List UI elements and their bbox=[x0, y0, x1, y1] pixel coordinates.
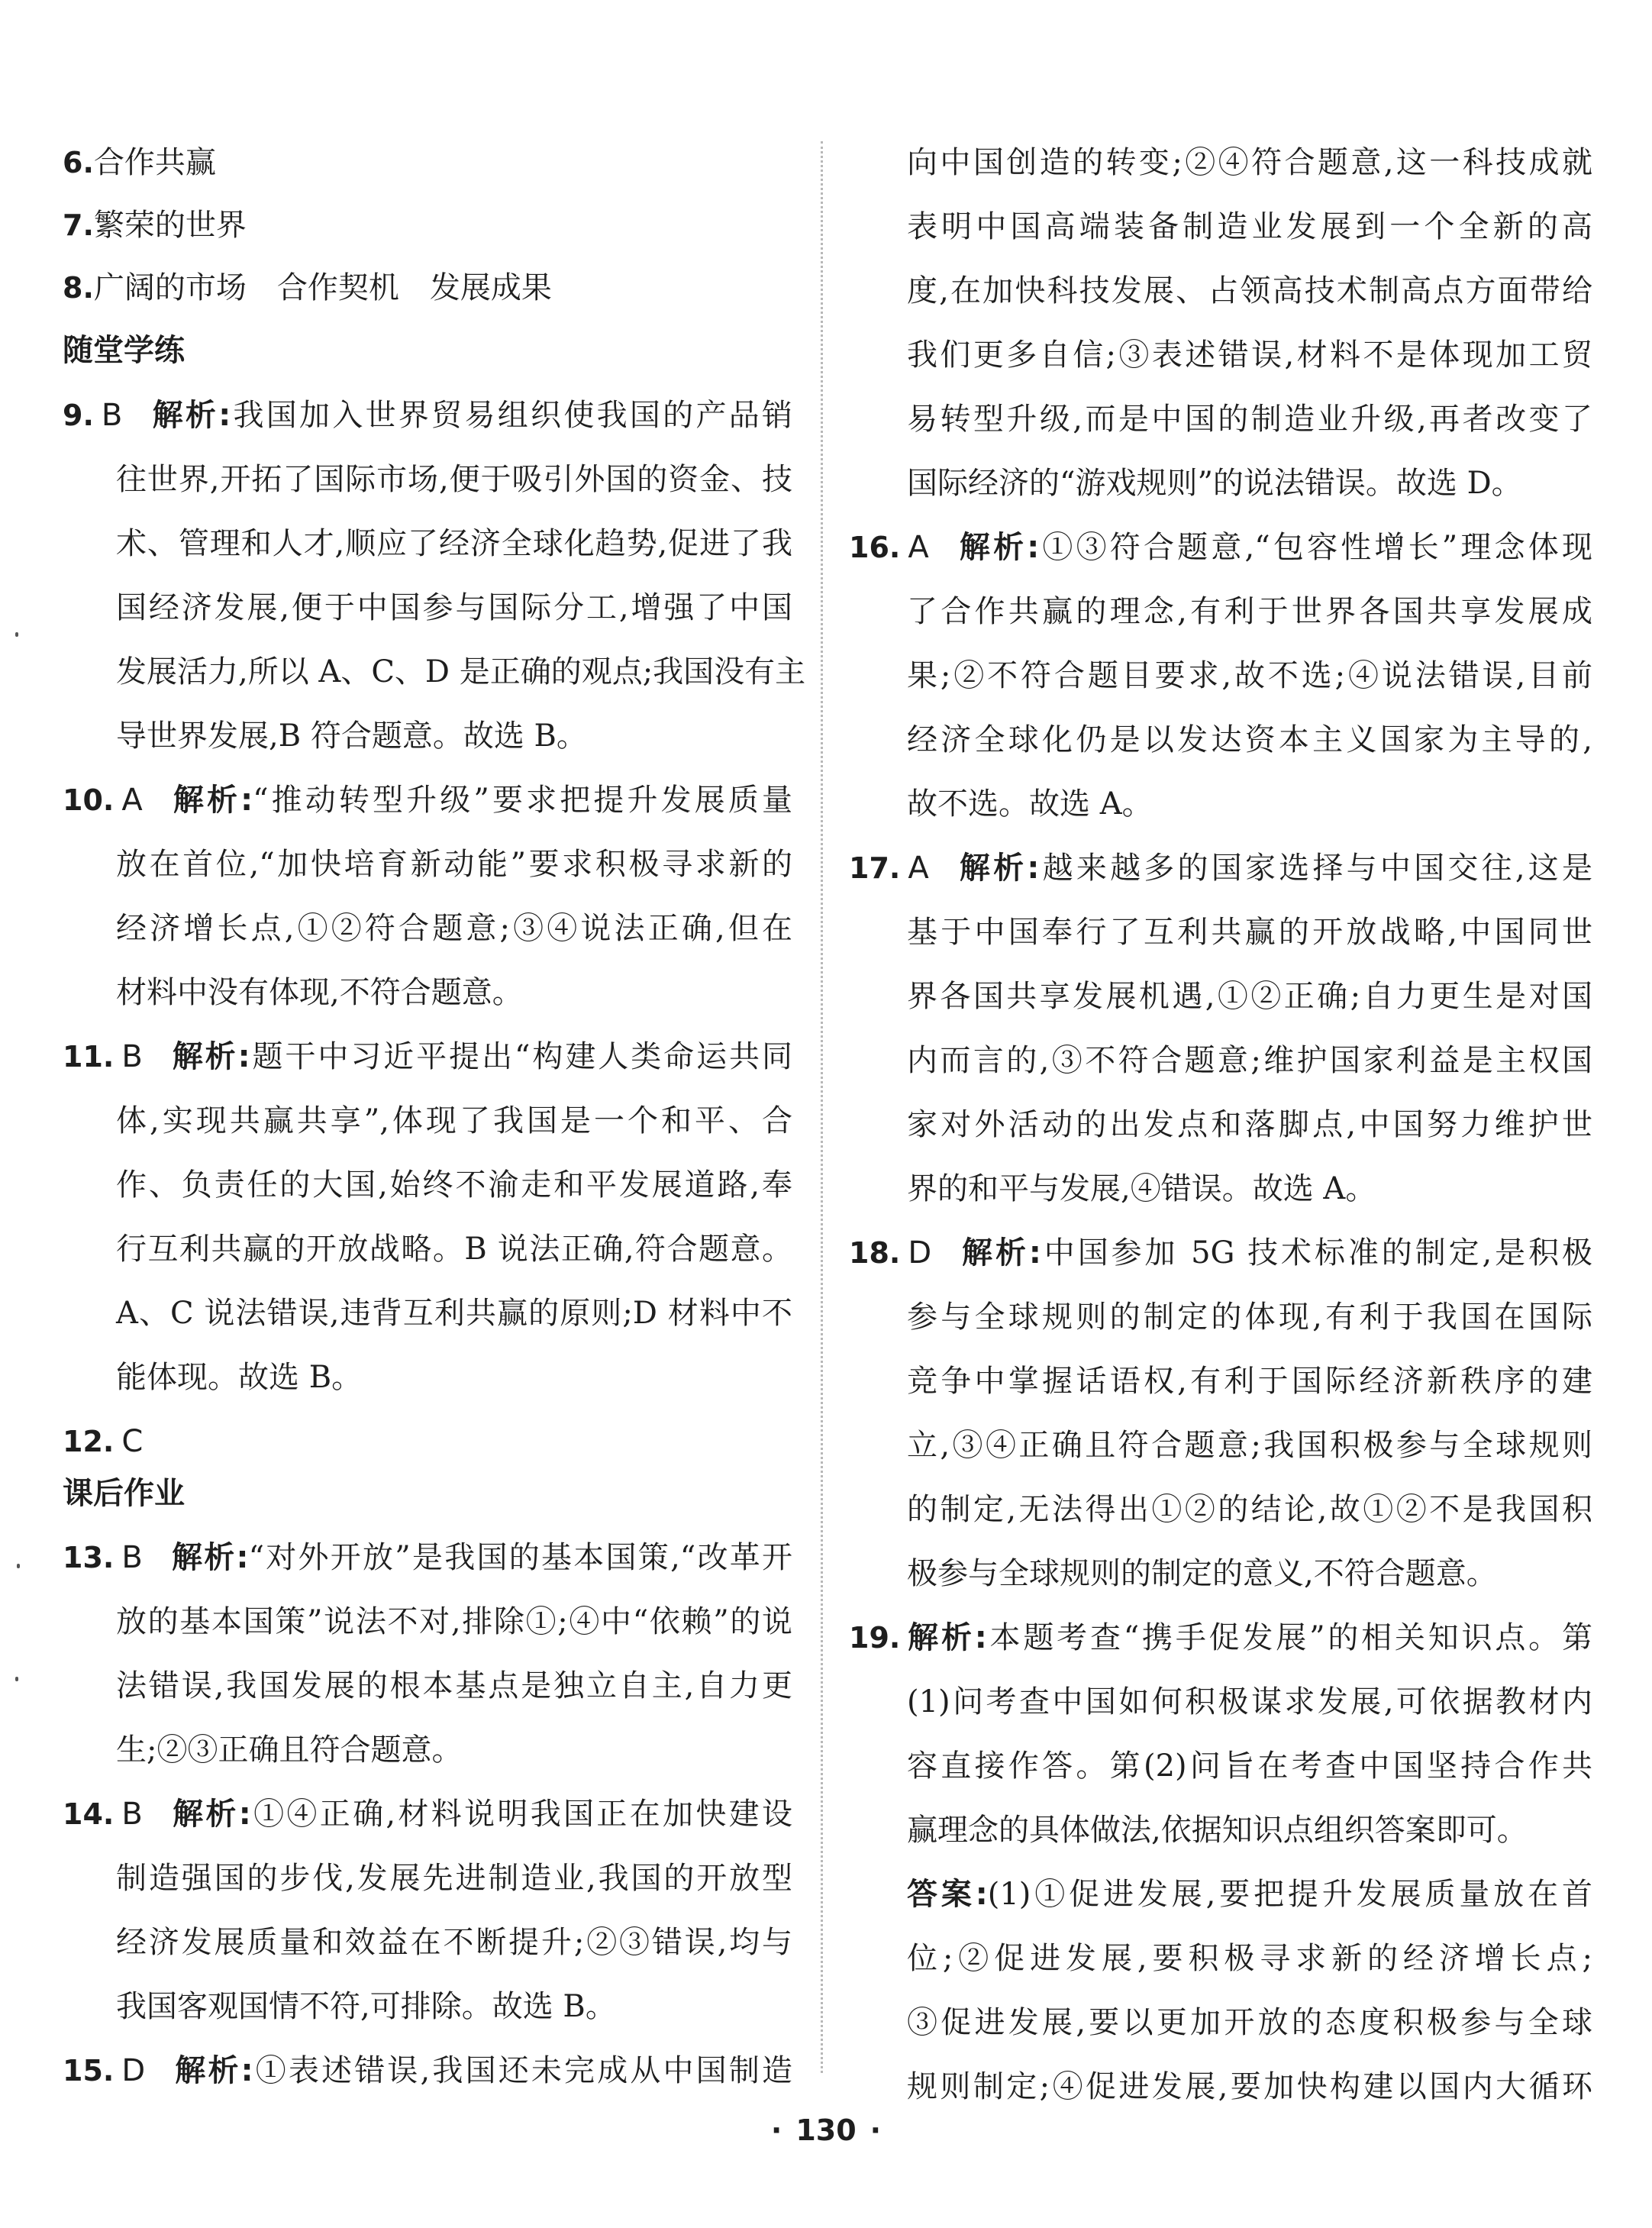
question-18: 18. D 解析:中国参加 5G 技术标准的制定,是积极 bbox=[849, 1235, 1593, 1271]
text-line: 的制定,无法得出①②的结论,故①②不是我国积 bbox=[907, 1492, 1592, 1527]
question-16: 16. A 解析:①③符合题意,“包容性增长”理念体现 bbox=[849, 530, 1592, 565]
bullet-dot: · bbox=[870, 2113, 882, 2147]
text-line: 度,在加快科技发展、占领高技术制高点方面带给 bbox=[907, 273, 1592, 308]
question-9: 9. B 解析:我国加入世界贸易组织使我国的产品销 bbox=[63, 398, 793, 433]
text-line: (1)问考查中国如何积极谋求发展,可依据教材内 bbox=[907, 1684, 1592, 1719]
text-line: 界的和平与发展,④错误。故选 A。 bbox=[907, 1171, 1376, 1206]
text-line: 故不选。故选 A。 bbox=[907, 786, 1153, 822]
text-line: 极参与全球规则的制定的意义,不符合题意。 bbox=[907, 1556, 1497, 1591]
text-line: 国际经济的“游戏规则”的说法错误。故选 D。 bbox=[907, 466, 1522, 501]
scan-mark bbox=[17, 1564, 20, 1568]
text-line: 材料中没有体现,不符合题意。 bbox=[116, 975, 523, 1010]
text-line: 易转型升级,而是中国的制造业升级,再者改变了 bbox=[907, 402, 1592, 437]
text-line: 经济全球化仍是以发达资本主义国家为主导的, bbox=[907, 722, 1592, 757]
text-line: 赢理念的具体做法,依据知识点组织答案即可。 bbox=[907, 1813, 1528, 1848]
text-line: 家对外活动的出发点和落脚点,中国努力维护世 bbox=[907, 1107, 1592, 1142]
text-line: 规则制定;④促进发展,要加快构建以国内大循环 bbox=[907, 2069, 1592, 2104]
column-divider bbox=[821, 141, 823, 2073]
page-number bbox=[0, 2113, 1652, 2147]
question-14: 14. B 解析:①④正确,材料说明我国正在加快建设 bbox=[63, 1797, 793, 1832]
text-line: 法错误,我国发展的根本基点是独立自主,自力更 bbox=[116, 1668, 792, 1703]
text-line: 我国客观国情不符,可排除。故选 B。 bbox=[116, 1989, 616, 2024]
text-line: 向中国创造的转变;②④符合题意,这一科技成就 bbox=[907, 145, 1592, 180]
answer-item: 7.繁荣的世界 bbox=[63, 208, 247, 243]
text-line: 基于中国奉行了互利共赢的开放战略,中国同世 bbox=[907, 915, 1592, 950]
text-line: 位;②促进发展,要积极寻求新的经济增长点; bbox=[907, 1941, 1592, 1976]
answer-item: 8.广阔的市场 合作契机 发展成果 bbox=[63, 270, 552, 305]
text-line: 参与全球规则的制定的体现,有利于我国在国际 bbox=[907, 1300, 1592, 1335]
text-line: 内而言的,③不符合题意;维护国家利益是主权国 bbox=[907, 1043, 1592, 1078]
text-line: 能体现。故选 B。 bbox=[116, 1360, 363, 1395]
question-11: 11. B 解析:题干中习近平提出“构建人类命运共同 bbox=[63, 1039, 792, 1074]
text-line: 术、管理和人才,顺应了经济全球化趋势,促进了我 bbox=[116, 526, 792, 561]
question-19: 19. 解析:本题考查“携手促发展”的相关知识点。第 bbox=[849, 1620, 1592, 1655]
text-line: 行互利共赢的开放战略。B 说法正确,符合题意。 bbox=[116, 1232, 792, 1267]
page-number-value: 130 bbox=[795, 2113, 857, 2147]
question-17: 17. A 解析:越来越多的国家选择与中国交往,这是 bbox=[849, 851, 1592, 886]
text-line: 容直接作答。第(2)问旨在考查中国坚持合作共 bbox=[907, 1748, 1592, 1784]
text-line: 经济增长点,①②符合题意;③④说法正确,但在 bbox=[116, 911, 792, 946]
text-line: 导世界发展,B 符合题意。故选 B。 bbox=[116, 718, 587, 754]
text-line: 往世界,开拓了国际市场,便于吸引外国的资金、技 bbox=[116, 462, 792, 497]
question-15: 15. D 解析:①表述错误,我国还未完成从中国制造 bbox=[63, 2053, 792, 2088]
text-line: 界各国共享发展机遇,①②正确;自力更生是对国 bbox=[907, 979, 1592, 1014]
text-line: 了合作共赢的理念,有利于世界各国共享发展成 bbox=[907, 594, 1592, 629]
question-13: 13. B 解析:“对外开放”是我国的基本国策,“改革开 bbox=[63, 1540, 793, 1575]
text-line: 我们更多自信;③表述错误,材料不是体现加工贸 bbox=[907, 337, 1592, 373]
answer-item: 6.合作共赢 bbox=[63, 145, 216, 180]
text-line: 放的基本国策”说法不对,排除①;④中“依赖”的说 bbox=[116, 1604, 792, 1639]
scan-mark bbox=[15, 1677, 18, 1681]
text-line: 国经济发展,便于中国参与国际分工,增强了中国 bbox=[116, 590, 792, 625]
section-heading: 课后作业 bbox=[63, 1476, 185, 1511]
text-line: 立,③④正确且符合题意;我国积极参与全球规则 bbox=[907, 1428, 1592, 1463]
text-line: ③促进发展,要以更加开放的态度积极参与全球 bbox=[907, 2005, 1592, 2040]
question-12: 12. C bbox=[63, 1424, 144, 1459]
text-line: 生;②③正确且符合题意。 bbox=[116, 1732, 463, 1768]
text-line: 表明中国高端装备制造业发展到一个全新的高 bbox=[907, 209, 1592, 244]
text-line: 制造强国的步伐,发展先进制造业,我国的开放型 bbox=[116, 1861, 792, 1896]
scan-mark bbox=[15, 632, 18, 637]
text-line: 经济发展质量和效益在不断提升;②③错误,均与 bbox=[116, 1925, 792, 1960]
answer-block: 答案:(1)①促进发展,要把提升发展质量放在首 bbox=[907, 1877, 1592, 1912]
text-line: 放在首位,“加快培育新动能”要求积极寻求新的 bbox=[116, 847, 792, 882]
text-line: 发展活力,所以 A、C、D 是正确的观点;我国没有主 bbox=[116, 654, 806, 689]
text-line: 作、负责任的大国,始终不渝走和平发展道路,奉 bbox=[116, 1167, 792, 1203]
question-10: 10. A 解析:“推动转型升级”要求把提升发展质量 bbox=[63, 783, 792, 818]
bullet-dot: · bbox=[770, 2113, 782, 2147]
text-line: 体,实现共赢共享”,体现了我国是一个和平、合 bbox=[116, 1103, 792, 1138]
text-line: 果;②不符合题目要求,故不选;④说法错误,目前 bbox=[907, 658, 1592, 693]
text-line: 竞争中掌握话语权,有利于国际经济新秩序的建 bbox=[907, 1364, 1592, 1399]
section-heading: 随堂学练 bbox=[63, 333, 185, 368]
text-line: A、C 说法错误,违背互利共赢的原则;D 材料中不 bbox=[116, 1296, 792, 1331]
